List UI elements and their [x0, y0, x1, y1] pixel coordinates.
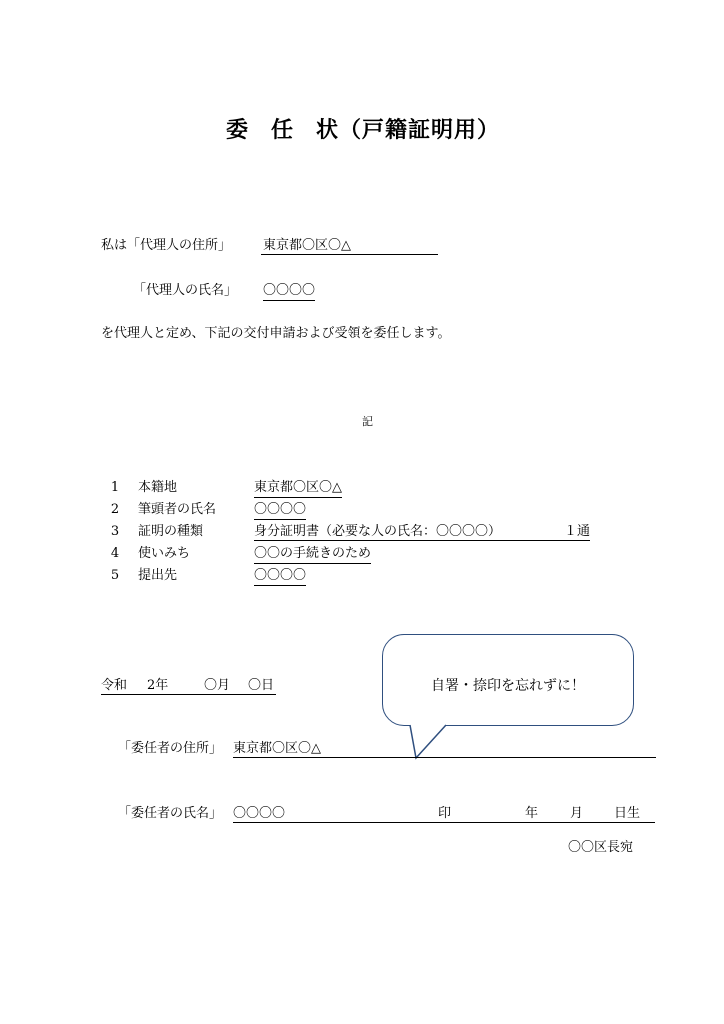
agent-address-value: 東京都〇区〇△	[263, 238, 351, 253]
item-label: 筆頭者の氏名	[138, 502, 217, 517]
delegator-name-label: 「委任者の氏名」	[118, 806, 223, 821]
addressee: 〇〇区長宛	[568, 840, 634, 855]
date-era: 令和	[101, 678, 128, 693]
agent-name-value: 〇〇〇〇	[263, 283, 315, 301]
delegator-address-value: 東京都〇区〇△	[233, 741, 321, 756]
delegator-address-underline	[233, 757, 656, 758]
item-number: 5	[110, 568, 120, 583]
item-count: １通	[564, 524, 591, 539]
title-char-3: 状	[316, 117, 340, 143]
delegator-name-underline	[233, 822, 655, 823]
title-subtitle: （戸籍証明用）	[339, 117, 501, 143]
birth-month: 月	[570, 806, 584, 821]
item-label: 使いみち	[138, 546, 191, 561]
item-number: 4	[110, 546, 120, 561]
date-month: 〇月	[204, 678, 231, 693]
delegator-name-value: 〇〇〇〇	[233, 806, 286, 821]
item-label: 提出先	[138, 568, 178, 583]
item-value: 〇〇の手続きのため	[254, 546, 371, 564]
item-number: 2	[110, 502, 120, 517]
item-value: 身分証明書（必要な人の氏名：〇〇〇〇）	[254, 524, 502, 539]
title-char-2: 任	[271, 117, 295, 143]
item-number: 3	[110, 524, 120, 539]
callout-text: 自署・捺印を忘れずに！	[431, 678, 585, 694]
item-value: 〇〇〇〇	[254, 502, 306, 520]
ki-heading: 記	[362, 415, 373, 428]
agent-address-label: 私は「代理人の住所」	[101, 238, 232, 253]
title-char-1: 委	[226, 117, 250, 143]
item-value: 〇〇〇〇	[254, 568, 306, 586]
birth-year: 年	[525, 806, 539, 821]
item-value: 東京都〇区〇△	[254, 480, 342, 498]
seal-mark: 印	[438, 806, 452, 821]
birth-day: 日生	[614, 806, 641, 821]
item-number: 1	[110, 480, 120, 495]
item-label: 本籍地	[138, 480, 178, 495]
agent-name-label: 「代理人の氏名」	[133, 283, 238, 298]
item-label: 証明の種類	[138, 524, 204, 539]
delegator-address-label: 「委任者の住所」	[118, 741, 223, 756]
date-day: 〇日	[248, 678, 275, 693]
date-year: 2年	[147, 678, 169, 693]
delegation-text: を代理人と定め、下記の交付申請および受領を委任します。	[101, 326, 451, 341]
